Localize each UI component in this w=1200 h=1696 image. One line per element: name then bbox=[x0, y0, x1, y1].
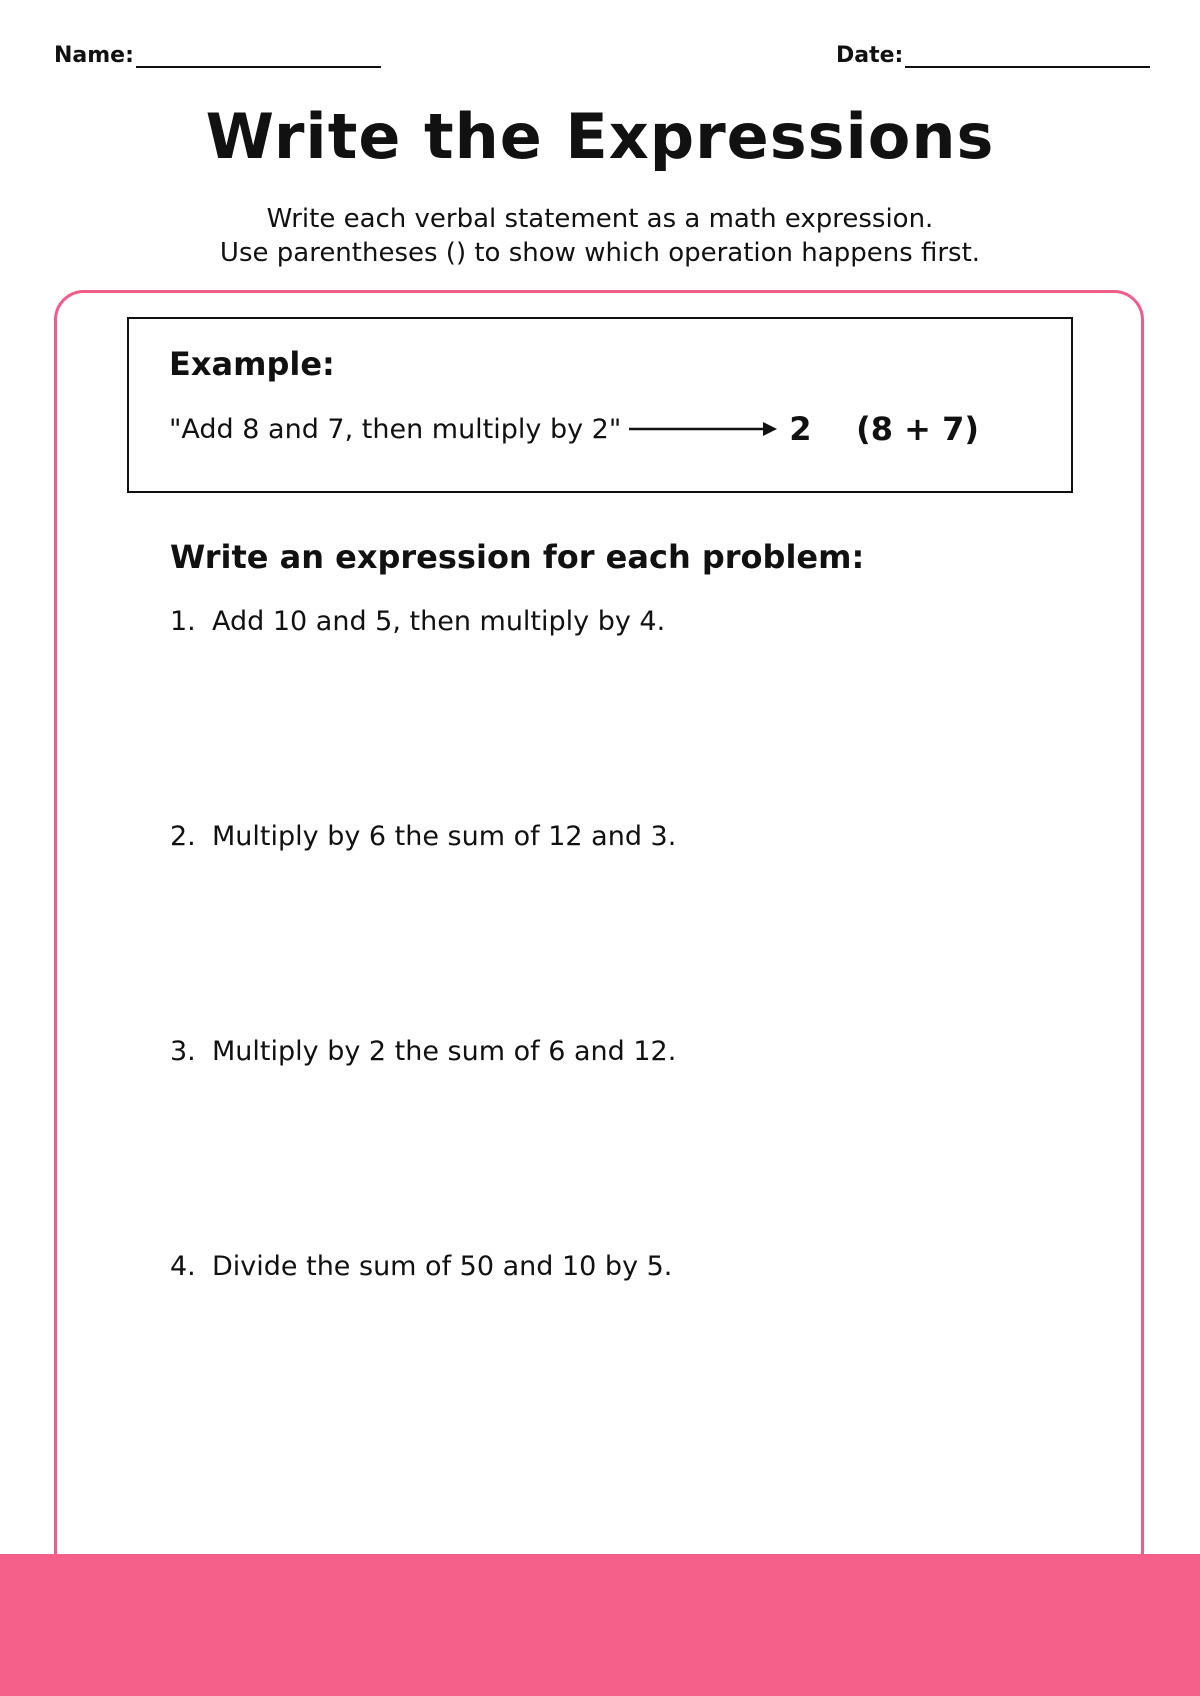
problem-number: 1. bbox=[170, 606, 196, 637]
date-label: Date: bbox=[836, 43, 904, 68]
problem-number: 3. bbox=[170, 1036, 196, 1067]
instructions-line-1: Write each verbal statement as a math expression. bbox=[266, 204, 934, 234]
problem-text: Multiply by 6 the sum of 12 and 3. bbox=[212, 821, 677, 852]
problem-3 bbox=[170, 1036, 676, 1067]
problem-text: Add 10 and 5, then multiply by 4. bbox=[212, 606, 666, 637]
example-heading: Example: bbox=[169, 345, 335, 383]
problem-number: 2. bbox=[170, 821, 196, 852]
problem-2 bbox=[170, 821, 676, 852]
date-field[interactable] bbox=[836, 40, 1150, 68]
name-label: Name: bbox=[54, 43, 134, 68]
instructions bbox=[0, 202, 1200, 270]
example-statement: "Add 8 and 7, then multiply by 2" bbox=[169, 413, 622, 445]
date-blank-line[interactable] bbox=[905, 40, 1150, 68]
example-answer: 2 (8 + 7) bbox=[789, 410, 979, 448]
example-box bbox=[127, 317, 1073, 493]
problem-number: 4. bbox=[170, 1251, 196, 1282]
example-row bbox=[169, 409, 1049, 449]
page-title: Write the Expressions bbox=[205, 100, 995, 173]
problem-text: Divide the sum of 50 and 10 by 5. bbox=[212, 1251, 673, 1282]
right-arrow-icon bbox=[629, 419, 777, 439]
name-blank-line[interactable] bbox=[136, 40, 381, 68]
problem-4 bbox=[170, 1251, 672, 1282]
problems-heading: Write an expression for each problem: bbox=[170, 538, 865, 576]
name-field[interactable] bbox=[54, 40, 381, 68]
footer-band bbox=[0, 1554, 1200, 1696]
instructions-line-2: Use parentheses () to show which operation happens first. bbox=[219, 238, 981, 268]
problem-1 bbox=[170, 606, 665, 637]
content-frame bbox=[54, 290, 1144, 1696]
problem-text: Multiply by 2 the sum of 6 and 12. bbox=[212, 1036, 677, 1067]
